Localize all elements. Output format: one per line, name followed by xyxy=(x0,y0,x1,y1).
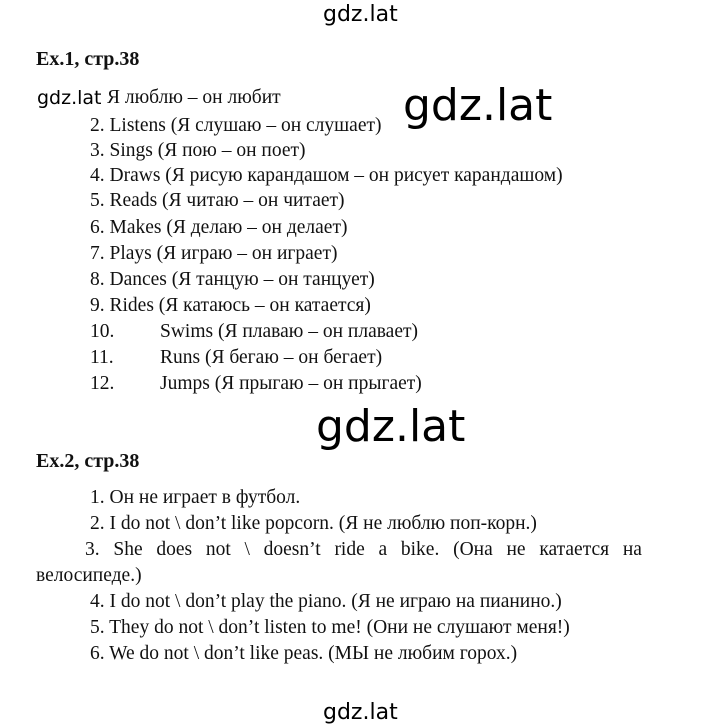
ex1-line-10: Swims (Я плаваю – он плавает) xyxy=(160,321,419,342)
ex2-line-1: 1. Он не играет в футбол. xyxy=(90,487,301,508)
watermark-inline: gdz.lat xyxy=(37,87,102,109)
ex2-line-3-word: does xyxy=(156,539,193,560)
ex2-line-3-word: She xyxy=(113,539,143,560)
ex1-line-1: Я люблю – он любит xyxy=(107,87,281,108)
ex1-line-8: 8. Dances (Я танцую – он танцует) xyxy=(90,269,375,290)
ex2-line-3-word: doesn’t xyxy=(263,539,321,560)
ex1-num-11: 11. xyxy=(90,347,114,368)
ex2-line-3-continued: велосипеде.) xyxy=(36,565,142,586)
ex2-line-3 xyxy=(85,540,642,560)
ex1-line-5: 5. Reads (Я читаю – он читает) xyxy=(90,190,345,211)
ex2-line-3-word: не xyxy=(506,539,526,560)
ex1-line-9: 9. Rides (Я катаюсь – он катается) xyxy=(90,295,371,316)
ex1-line-7: 7. Plays (Я играю – он играет) xyxy=(90,243,338,264)
ex1-line-3: 3. Sings (Я пою – он поет) xyxy=(90,140,306,161)
ex2-line-6: 6. We do not \ don’t like peas. (МЫ не любим горох.) xyxy=(90,643,518,664)
watermark-bottom: gdz.lat xyxy=(323,700,398,725)
ex2-line-3-word: (Она xyxy=(453,539,493,560)
watermark-large-2: gdz.lat xyxy=(316,401,466,452)
ex2-line-2: 2. I do not \ don’t like popcorn. (Я не люблю поп-корн.) xyxy=(90,513,537,534)
ex2-line-3-word: not xyxy=(205,539,231,560)
ex2-line-4: 4. I do not \ don’t play the piano. (Я не играю на пианино.) xyxy=(90,591,562,612)
ex1-line-4: 4. Draws (Я рисую карандашом – он рисует карандашом) xyxy=(90,165,563,186)
watermark-top: gdz.lat xyxy=(323,2,398,27)
exercise-1-heading: Ex.1, стр.38 xyxy=(36,48,140,70)
ex2-line-3-word: a xyxy=(378,539,388,560)
ex1-num-10: 10. xyxy=(90,321,115,342)
ex2-line-3-word: \ xyxy=(244,539,250,560)
exercise-2-heading: Ex.2, стр.38 xyxy=(36,450,140,472)
ex1-line-12: Jumps (Я прыгаю – он прыгает) xyxy=(160,373,422,394)
ex2-line-3-word: bike. xyxy=(400,539,440,560)
ex2-line-3-word: 3. xyxy=(85,539,100,560)
watermark-large-1: gdz.lat xyxy=(403,80,553,131)
ex2-line-3-word: катается xyxy=(539,539,610,560)
ex1-line-2: 2. Listens (Я слушаю – он слушает) xyxy=(90,115,382,136)
ex1-line-11: Runs (Я бегаю – он бегает) xyxy=(160,347,383,368)
ex2-line-3-word: ride xyxy=(334,539,365,560)
ex1-line-6: 6. Makes (Я делаю – он делает) xyxy=(90,217,348,238)
ex2-line-3-word: на xyxy=(622,539,642,560)
ex1-num-12: 12. xyxy=(90,373,115,394)
ex2-line-5: 5. They do not \ don’t listen to me! (Они не слушают меня!) xyxy=(90,617,570,638)
